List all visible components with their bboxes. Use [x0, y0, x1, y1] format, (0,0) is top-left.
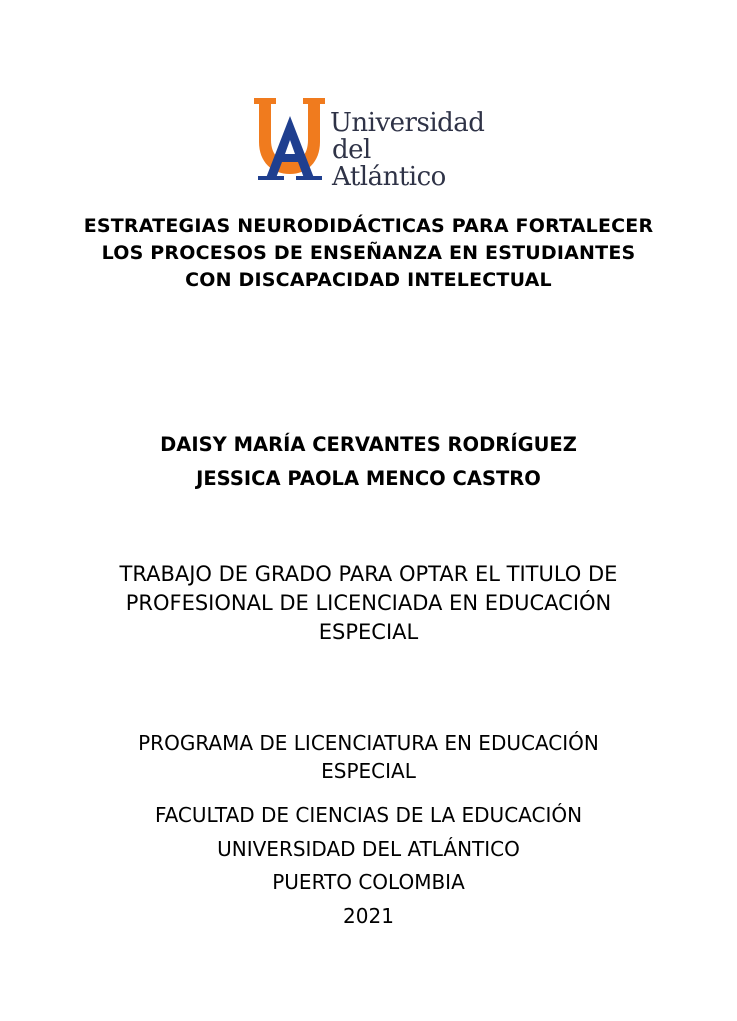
degree-statement: [0, 560, 737, 647]
author-name: DAISY MARÍA CERVANTES RODRÍGUEZ: [160, 433, 577, 456]
degree-line: TRABAJO DE GRADO PARA OPTAR EL TITULO DE: [119, 562, 618, 586]
university-logo: [252, 96, 488, 192]
faculty-name: FACULTAD DE CIENCIAS DE LA EDUCACIÓN: [154, 803, 583, 827]
author-name: JESSICA PAOLA MENCO CASTRO: [196, 467, 541, 490]
degree-line: PROFESIONAL DE LICENCIADA EN EDUCACIÓN: [125, 591, 612, 615]
university-name: UNIVERSIDAD DEL ATLÁNTICO: [217, 836, 520, 861]
authors: [0, 428, 737, 496]
title-line: CON DISCAPACIDAD INTELECTUAL: [185, 269, 552, 291]
year: 2021: [343, 903, 394, 928]
program-name: [0, 729, 737, 785]
title-line: ESTRATEGIAS NEURODIDÁCTICAS PARA FORTALECER: [83, 215, 654, 237]
city-name: PUERTO COLOMBIA: [272, 870, 465, 894]
logo-wordmark: [330, 110, 488, 191]
institution-info: [0, 799, 737, 933]
logo-line-2: del Atlántico: [332, 135, 446, 192]
program-line: PROGRAMA DE LICENCIATURA EN EDUCACIÓN: [138, 731, 599, 755]
degree-line: ESPECIAL: [318, 620, 419, 644]
program-line: ESPECIAL: [321, 759, 416, 783]
logo-line-1: Universidad: [330, 108, 485, 138]
ua-emblem-icon: [252, 96, 328, 182]
thesis-title: [0, 213, 737, 294]
title-line: LOS PROCESOS DE ENSEÑANZA EN ESTUDIANTES: [101, 242, 636, 264]
